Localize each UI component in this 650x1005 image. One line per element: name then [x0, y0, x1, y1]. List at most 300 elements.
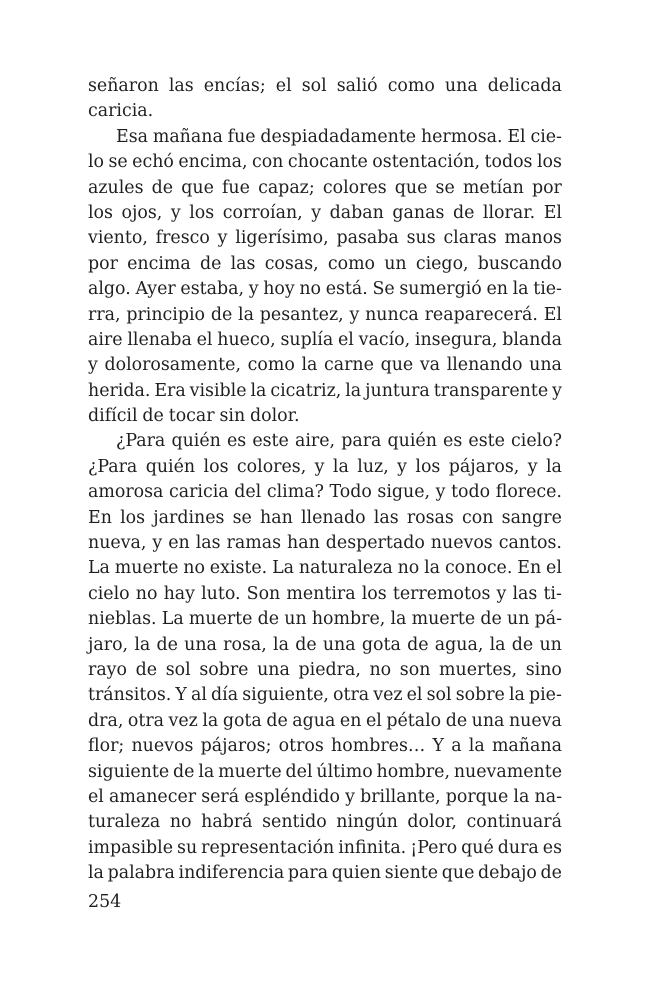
- word: La: [88, 558, 110, 579]
- word: se: [232, 507, 252, 528]
- word: delicada: [487, 76, 562, 96]
- word: ramas: [226, 533, 282, 554]
- word: llenaba: [127, 329, 192, 350]
- text-line: [88, 455, 562, 480]
- word: El: [507, 126, 526, 147]
- text-line: [88, 556, 562, 581]
- word: muertes,: [439, 659, 518, 680]
- text-line: [88, 176, 562, 201]
- word: indiferencia: [178, 863, 285, 884]
- word: para: [341, 431, 382, 452]
- word: hueco,: [217, 329, 276, 350]
- word: no: [299, 279, 322, 300]
- word: dolor,: [407, 812, 457, 833]
- word: nuevamente: [453, 761, 562, 782]
- word: jardines: [153, 507, 225, 528]
- word: una: [471, 710, 505, 731]
- word: y: [345, 786, 355, 807]
- word: nieblas.: [88, 609, 157, 630]
- word: la: [332, 456, 349, 477]
- word: las: [512, 583, 538, 604]
- word: naturaleza: [298, 558, 393, 579]
- word: representación: [201, 837, 335, 858]
- word: na-: [534, 786, 562, 807]
- word: infinita.: [338, 837, 407, 858]
- word: un: [284, 609, 307, 630]
- word: manos: [504, 228, 562, 249]
- word: llenado: [301, 507, 366, 528]
- word: último: [316, 761, 373, 782]
- word: continuará: [466, 812, 562, 833]
- text-line: [88, 125, 562, 150]
- word: el: [406, 685, 423, 706]
- word: El: [543, 202, 562, 223]
- paragraph-2: [88, 125, 562, 430]
- word: nuevos: [131, 736, 194, 757]
- word: las: [195, 533, 221, 554]
- word: el: [275, 76, 292, 96]
- word: En: [517, 558, 542, 579]
- word: la: [513, 786, 530, 807]
- word: llorar.: [482, 202, 536, 223]
- word: otra: [127, 710, 165, 731]
- word: La: [272, 558, 294, 579]
- word: dura: [497, 837, 539, 858]
- word: Y: [432, 736, 444, 757]
- word: luto.: [201, 583, 241, 604]
- word: de: [210, 304, 233, 325]
- word: tránsitos.: [88, 685, 172, 706]
- text-line: [88, 785, 562, 810]
- word: otra: [333, 685, 370, 706]
- word: el: [546, 558, 562, 579]
- word: nunca: [365, 304, 419, 325]
- word: herida.: [88, 380, 151, 401]
- word: sol: [301, 76, 327, 96]
- word: Todo: [329, 482, 372, 503]
- word: con: [462, 507, 494, 528]
- word: sumergió: [399, 279, 482, 300]
- word: despiadadamente: [260, 126, 417, 147]
- word: llenando: [446, 355, 523, 376]
- word: mañana: [152, 126, 223, 147]
- word: luz,: [357, 456, 389, 477]
- word: difícil: [88, 406, 138, 427]
- word: muerte: [218, 761, 282, 782]
- word: han: [260, 507, 293, 528]
- word: tie-: [533, 279, 562, 300]
- word: una: [257, 659, 290, 680]
- word: los: [120, 507, 146, 528]
- word: ¡Pero: [410, 837, 458, 858]
- word: piedra,: [298, 659, 361, 680]
- word: pie-: [528, 685, 562, 706]
- word: cantos.: [498, 533, 562, 554]
- word: de: [480, 609, 502, 630]
- word: cielo?: [511, 431, 562, 452]
- word: del: [234, 482, 262, 503]
- word: y: [170, 202, 181, 223]
- text-line: [88, 810, 562, 835]
- word: sus: [406, 228, 436, 249]
- word: claras: [443, 228, 497, 249]
- word: Ayer: [135, 279, 176, 300]
- word: hoy: [263, 279, 295, 300]
- word: de: [135, 659, 158, 680]
- word: muerte: [411, 609, 476, 630]
- word: se: [435, 177, 455, 198]
- word: los: [189, 202, 215, 223]
- text-line: [88, 861, 562, 886]
- word: como: [247, 355, 295, 376]
- text-line: [88, 480, 562, 505]
- word: echó: [132, 152, 174, 173]
- word: aire,: [294, 431, 336, 452]
- word: clima?: [266, 482, 324, 503]
- word: que: [380, 355, 414, 376]
- word: rosa,: [223, 634, 267, 655]
- word: de: [266, 710, 288, 731]
- text-line: [88, 252, 562, 277]
- word: como: [327, 253, 376, 274]
- word: ganas: [392, 202, 445, 223]
- word: una: [184, 634, 217, 655]
- word: capaz;: [258, 177, 315, 198]
- text-line: [88, 429, 562, 454]
- word: ¿Para: [116, 431, 166, 452]
- word: sino: [525, 659, 562, 680]
- word: este: [468, 431, 505, 452]
- word: es: [542, 837, 562, 858]
- word: algo.: [88, 279, 131, 300]
- word: la: [238, 304, 254, 325]
- word: sentido: [262, 812, 327, 833]
- word: no: [397, 558, 420, 579]
- word: en: [168, 533, 190, 554]
- text-line: [88, 760, 562, 785]
- word: de: [173, 761, 195, 782]
- word: encima: [127, 253, 191, 274]
- text-line: [88, 99, 562, 124]
- word: sigue,: [377, 482, 431, 503]
- word: sin: [219, 406, 246, 427]
- word: carne: [324, 355, 374, 376]
- word: para: [287, 863, 329, 884]
- word: daban: [329, 202, 384, 223]
- word: cie-: [530, 126, 562, 147]
- word: ¿Para: [88, 456, 138, 477]
- text-line: [88, 150, 562, 175]
- word: cielo: [88, 583, 130, 604]
- word: y: [88, 355, 98, 376]
- word: de: [407, 634, 429, 655]
- word: y: [527, 456, 538, 477]
- word: chocante: [287, 152, 368, 173]
- word: rayo: [88, 659, 127, 680]
- word: ligerísimo,: [235, 228, 329, 249]
- word: hermosa.: [420, 126, 503, 147]
- word: y: [311, 202, 322, 223]
- word: pájaros,: [448, 456, 520, 477]
- word: amorosa: [88, 482, 164, 503]
- word: todo: [451, 482, 491, 503]
- word: visible: [189, 380, 247, 401]
- word: ostentación,: [372, 152, 481, 173]
- word: ti-: [543, 583, 562, 604]
- word: los: [203, 456, 229, 477]
- word: corroían,: [222, 202, 303, 223]
- word: será: [201, 786, 240, 807]
- word: y: [152, 533, 163, 554]
- word: los: [415, 456, 441, 477]
- word: metían: [462, 177, 524, 198]
- word: la: [88, 863, 104, 884]
- word: a: [451, 736, 462, 757]
- word: por: [88, 253, 118, 274]
- word: el: [365, 710, 382, 731]
- word: el: [196, 329, 213, 350]
- word: un: [539, 634, 562, 655]
- text-line: [88, 74, 562, 99]
- word: pesantez,: [259, 304, 344, 325]
- word: es: [443, 431, 463, 452]
- word: sobre: [199, 659, 249, 680]
- word: pájaros;: [200, 736, 272, 757]
- word: jaro,: [88, 634, 129, 655]
- word: la: [301, 355, 318, 376]
- word: sol: [426, 685, 452, 706]
- word: siente: [384, 863, 439, 884]
- word: reaparecerá.: [424, 304, 538, 325]
- word: con: [251, 152, 284, 173]
- word: de: [452, 202, 475, 223]
- word: azules: [88, 177, 144, 198]
- word: no: [369, 659, 392, 680]
- word: rosas: [406, 507, 454, 528]
- word: hombre,: [376, 761, 450, 782]
- word: muerte: [188, 609, 253, 630]
- word: gota: [361, 634, 401, 655]
- word: turaleza: [88, 812, 161, 833]
- word: lo: [88, 152, 105, 173]
- word: juntura: [365, 380, 430, 401]
- word: la: [273, 634, 289, 655]
- word: agua,: [434, 634, 484, 655]
- word: como: [387, 76, 435, 96]
- word: la: [424, 558, 441, 579]
- word: Y: [175, 685, 187, 706]
- word: espléndido: [244, 786, 340, 807]
- word: fue: [227, 126, 256, 147]
- word: hombres…: [331, 736, 426, 757]
- text-line: [88, 836, 562, 861]
- word: La: [161, 609, 184, 630]
- word: por: [531, 177, 562, 198]
- word: siguiente: [88, 761, 170, 782]
- word: ningún: [336, 812, 398, 833]
- word: fue: [222, 177, 250, 198]
- word: caricia: [169, 482, 229, 503]
- word: que: [394, 177, 428, 198]
- word: buscando: [477, 253, 562, 274]
- word: insegura,: [414, 329, 498, 350]
- word: las: [373, 507, 399, 528]
- word: agua: [292, 710, 336, 731]
- word: debajo: [478, 863, 537, 884]
- word: transparente: [433, 380, 549, 401]
- word: vez: [168, 710, 198, 731]
- word: hombre,: [311, 609, 386, 630]
- word: pétalo: [386, 710, 442, 731]
- word: una: [529, 355, 562, 376]
- word: en: [339, 710, 362, 731]
- word: de: [295, 634, 317, 655]
- page-number: 254: [88, 892, 122, 912]
- word: y: [397, 456, 407, 477]
- word: sobre: [455, 685, 505, 706]
- word: rra,: [88, 304, 121, 325]
- word: no: [135, 583, 158, 604]
- text-line: [88, 277, 562, 302]
- word: las: [230, 253, 256, 274]
- word: salió: [336, 76, 378, 96]
- text-line: [88, 201, 562, 226]
- word: tocar: [168, 406, 215, 427]
- word: y: [349, 304, 360, 325]
- word: de: [540, 863, 562, 884]
- word: la: [134, 634, 151, 655]
- word: Era: [154, 380, 186, 401]
- word: la: [250, 380, 267, 401]
- word: vez: [373, 685, 403, 706]
- word: dra,: [88, 710, 124, 731]
- word: amanecer: [109, 786, 197, 807]
- word: la: [345, 380, 362, 401]
- word: la: [202, 710, 219, 731]
- word: caricia.: [88, 101, 154, 122]
- word: existe.: [209, 558, 268, 579]
- word: de: [445, 710, 468, 731]
- text-line: [88, 582, 562, 607]
- word: no: [169, 812, 192, 833]
- word: es: [226, 431, 247, 452]
- word: y: [496, 583, 507, 604]
- word: mañana: [491, 736, 562, 757]
- word: impasible: [88, 837, 174, 858]
- word: principio: [126, 304, 206, 325]
- word: nuevos: [430, 533, 493, 554]
- paragraph-3: [88, 429, 562, 886]
- word: pá-: [534, 609, 562, 630]
- word: son: [399, 659, 431, 680]
- word: se: [108, 152, 128, 173]
- word: de: [511, 634, 534, 655]
- word: siguiente,: [242, 685, 329, 706]
- word: la: [468, 736, 485, 757]
- word: suplía: [280, 329, 334, 350]
- word: ciego,: [415, 253, 469, 274]
- text-line: [88, 404, 562, 429]
- word: quién: [145, 456, 196, 477]
- text-line: [88, 607, 562, 632]
- word: que: [441, 863, 475, 884]
- word: nueva,: [88, 533, 147, 554]
- word: va: [419, 355, 441, 376]
- word: florece.: [495, 482, 562, 503]
- word: colores: [322, 177, 387, 198]
- paragraph-1: [88, 74, 562, 125]
- text-line: [88, 683, 562, 708]
- word: Son: [246, 583, 281, 604]
- word: porque: [445, 786, 509, 807]
- word: gota: [222, 710, 262, 731]
- text-line: [88, 506, 562, 531]
- word: encías;: [203, 76, 266, 96]
- word: los: [536, 152, 562, 173]
- word: una: [444, 76, 478, 96]
- text-line: [88, 709, 562, 734]
- word: la: [198, 761, 215, 782]
- word: quién: [171, 431, 221, 452]
- word: Esa: [116, 126, 148, 147]
- word: y: [314, 456, 325, 477]
- word: cicatriz,: [270, 380, 342, 401]
- word: encima,: [178, 152, 248, 173]
- text-line: [88, 379, 562, 404]
- word: pasaba: [336, 228, 399, 249]
- word: su: [177, 837, 198, 858]
- text-line: [88, 658, 562, 683]
- page-body: [88, 74, 562, 887]
- word: la: [545, 456, 562, 477]
- word: no: [183, 558, 205, 579]
- word: y: [552, 380, 562, 401]
- word: sol: [165, 659, 191, 680]
- word: flor;: [88, 736, 125, 757]
- word: de: [156, 634, 178, 655]
- word: En: [88, 507, 112, 528]
- word: de: [257, 609, 280, 630]
- word: una: [322, 634, 356, 655]
- word: de: [142, 406, 164, 427]
- word: habrá: [201, 812, 253, 833]
- word: sangre: [501, 507, 562, 528]
- word: de: [199, 253, 222, 274]
- word: el: [88, 786, 104, 807]
- word: al: [190, 685, 207, 706]
- word: que: [181, 177, 214, 198]
- word: Se: [372, 279, 395, 300]
- word: dolorosamente,: [104, 355, 241, 376]
- word: un: [507, 609, 530, 630]
- word: colores,: [236, 456, 307, 477]
- text-line: [88, 633, 562, 658]
- word: señaron: [88, 76, 159, 96]
- word: otros: [278, 736, 324, 757]
- text-line: [88, 226, 562, 251]
- word: han: [287, 533, 320, 554]
- word: hay: [163, 583, 195, 604]
- word: qué: [461, 837, 494, 858]
- word: fresco: [155, 228, 210, 249]
- word: y: [248, 279, 259, 300]
- word: la: [489, 634, 506, 655]
- word: vacío,: [358, 329, 411, 350]
- text-line: [88, 328, 562, 353]
- word: despertado: [325, 533, 425, 554]
- word: nueva: [508, 710, 562, 731]
- text-line: [88, 353, 562, 378]
